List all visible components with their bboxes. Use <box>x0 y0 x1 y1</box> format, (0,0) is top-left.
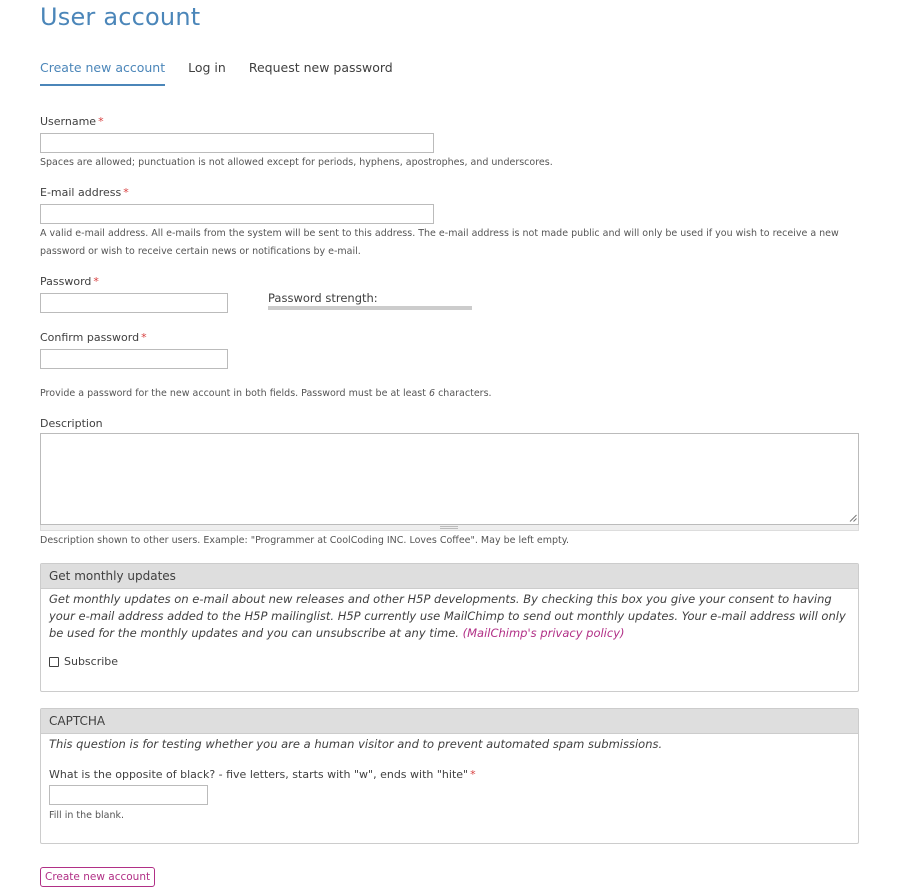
password-input[interactable] <box>40 293 228 313</box>
monthly-updates-fieldset <box>40 563 859 692</box>
confirm-password-label-text: Confirm password <box>40 331 140 344</box>
tab-request-new-password[interactable]: Request new password <box>248 60 393 75</box>
password-help <box>40 385 859 403</box>
required-marker: * <box>470 768 476 781</box>
subscribe-label[interactable]: Subscribe <box>64 655 119 668</box>
password-label-text: Password <box>40 275 92 288</box>
required-marker: * <box>123 186 129 199</box>
captcha-legend: CAPTCHA <box>41 709 858 734</box>
email-input[interactable] <box>40 204 434 224</box>
required-marker: * <box>93 275 99 288</box>
confirm-password-label <box>40 331 147 344</box>
subscribe-row[interactable] <box>49 655 118 668</box>
username-help: Spaces are allowed; punctuation is not allowed except for periods, hyphens, apostrophes, and underscores. <box>40 157 553 168</box>
required-marker: * <box>141 331 147 344</box>
captcha-help: Fill in the blank. <box>49 810 125 821</box>
email-help: A valid e-mail address. All e-mails from the system will be sent to this address. The e-mail address is not made public and will only be used if you wish to receive a new password or wish to receive certain news or notifications by e-mail. <box>40 228 839 257</box>
account-tabs <box>40 60 416 86</box>
mailchimp-privacy-link-label: MailChimp's privacy policy <box>467 626 621 640</box>
username-label <box>40 115 104 128</box>
monthly-updates-text <box>49 591 849 642</box>
grip-lines-icon <box>440 526 458 529</box>
link-open-paren: ( <box>462 626 468 640</box>
username-label-text: Username <box>40 115 97 128</box>
password-help-suffix: characters. <box>435 388 492 399</box>
password-strength <box>268 291 472 310</box>
page-title: User account <box>40 3 201 31</box>
resize-corner-icon[interactable] <box>849 514 857 522</box>
tab-create-new-account[interactable]: Create new account <box>40 60 165 86</box>
password-strength-label: Password strength: <box>268 291 378 305</box>
captcha-question-text: What is the opposite of black? - five letters, starts with "w", ends with "hite" <box>49 768 469 781</box>
password-label <box>40 275 99 288</box>
captcha-fieldset <box>40 708 859 844</box>
email-label <box>40 186 129 199</box>
captcha-description: This question is for testing whether you are a human visitor and to prevent automated spam submissions. <box>49 737 663 751</box>
required-marker: * <box>98 115 104 128</box>
password-strength-bar <box>268 306 472 310</box>
textarea-resize-grip[interactable] <box>40 525 859 531</box>
mailchimp-privacy-link[interactable] <box>463 626 625 640</box>
captcha-input[interactable] <box>49 785 208 805</box>
password-min-length: 6 <box>429 388 436 399</box>
captcha-question <box>49 768 476 781</box>
monthly-updates-legend: Get monthly updates <box>41 564 858 589</box>
create-new-account-button[interactable]: Create new account <box>40 867 155 887</box>
link-close-paren: ) <box>620 626 625 640</box>
confirm-password-input[interactable] <box>40 349 228 369</box>
email-label-text: E-mail address <box>40 186 122 199</box>
description-label: Description <box>40 417 103 430</box>
description-textarea[interactable] <box>40 433 859 525</box>
username-input[interactable] <box>40 133 434 153</box>
monthly-updates-description: Get monthly updates on e-mail about new releases and other H5P developments. By checking this box you give your consent to having your e-mail address added to the H5P mailinglist. H5P currently use MailChimp to send out monthly updates. Your e-mail address will only be used for the monthly updates and you can unsubscribe at any time. <box>49 592 846 640</box>
password-help-text: Provide a password for the new account in both fields. Password must be at least <box>40 388 430 399</box>
tab-log-in[interactable]: Log in <box>188 60 226 75</box>
description-help: Description shown to other users. Example: "Programmer at CoolCoding INC. Loves Coffee". May be left empty. <box>40 535 570 546</box>
subscribe-checkbox[interactable] <box>49 657 59 667</box>
